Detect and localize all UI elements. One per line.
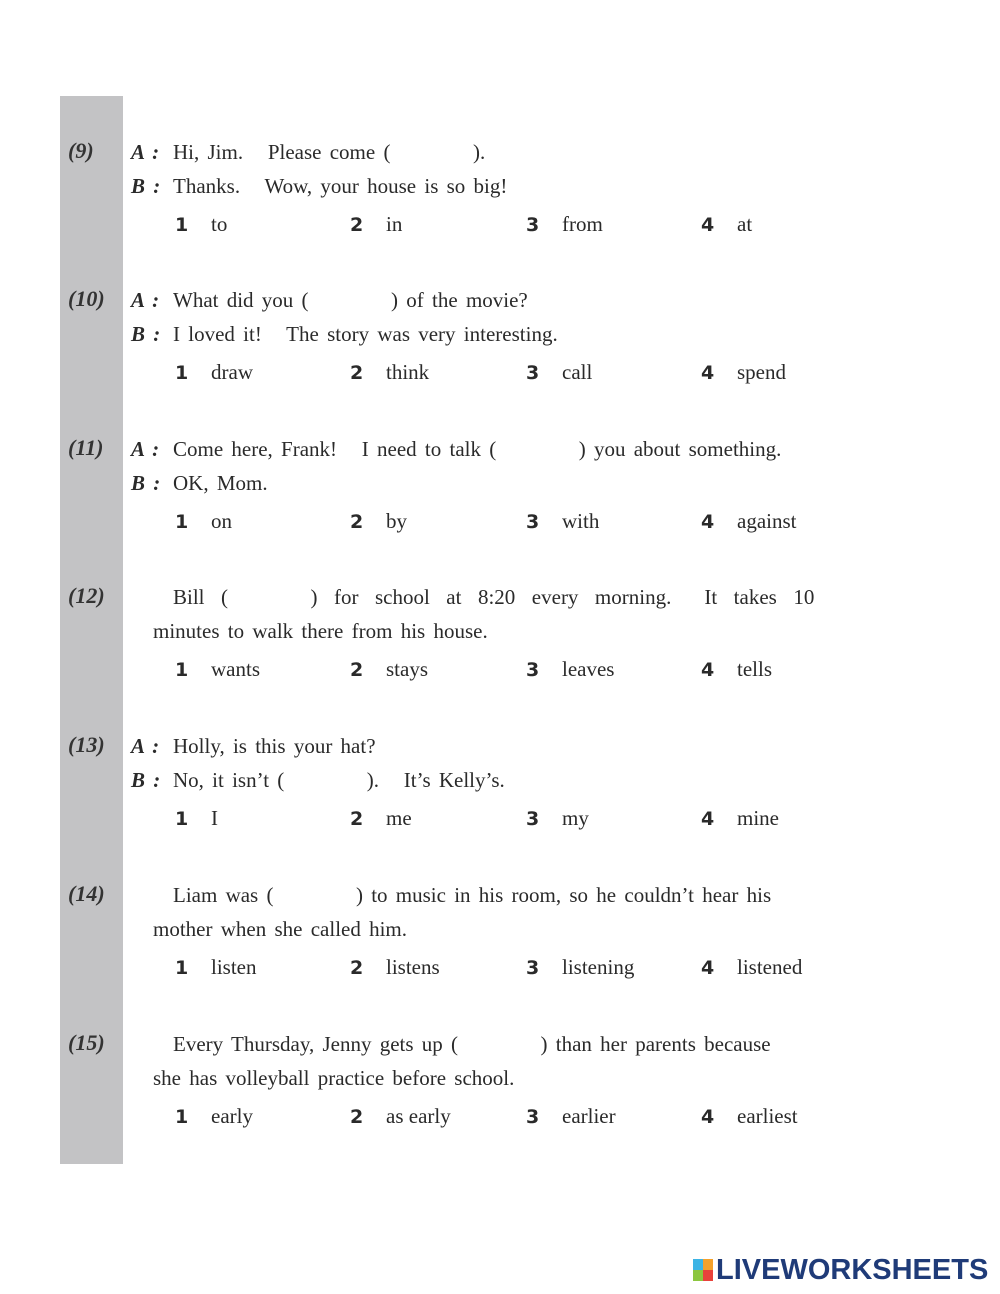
option-number: 1: [175, 957, 189, 979]
speaker-label: A :: [131, 734, 160, 758]
question-number: (12): [68, 583, 105, 608]
speaker-label: B :: [131, 174, 161, 198]
line-text: she has volleyball practice before school.: [153, 1066, 515, 1090]
line-text: I loved it! The story was very interesting.: [173, 322, 558, 346]
answer-option[interactable]: [175, 509, 232, 534]
option-text: in: [386, 212, 403, 236]
option-text: I: [211, 806, 218, 830]
answer-option[interactable]: [175, 360, 253, 385]
dialog-line: [131, 471, 268, 496]
answer-option[interactable]: [526, 806, 589, 831]
answer-option[interactable]: [526, 1104, 616, 1129]
option-number: 3: [526, 808, 540, 830]
sentence-line: [173, 585, 855, 610]
dialog-line: [131, 768, 505, 793]
answer-option[interactable]: [350, 657, 428, 682]
speaker-label: B :: [131, 322, 161, 346]
dialog-line: [131, 437, 781, 462]
option-number: 1: [175, 808, 189, 830]
option-number: 3: [526, 659, 540, 681]
option-text: by: [386, 509, 407, 533]
answer-option[interactable]: [526, 955, 634, 980]
option-number: 1: [175, 214, 189, 236]
option-number: 1: [175, 1106, 189, 1128]
option-number: 3: [526, 214, 540, 236]
option-number: 2: [350, 362, 364, 384]
line-text: Holly, is this your hat?: [173, 734, 376, 758]
option-text: against: [737, 509, 797, 533]
option-text: wants: [211, 657, 260, 681]
option-text: listens: [386, 955, 440, 979]
line-text: Liam was ( ) to music in his room, so he couldn’t hear his: [173, 883, 772, 907]
option-number: 4: [701, 808, 715, 830]
answer-option[interactable]: [350, 509, 407, 534]
option-text: my: [562, 806, 589, 830]
answer-option[interactable]: [701, 955, 802, 980]
line-text: Thanks. Wow, your house is so big!: [173, 174, 508, 198]
answer-option[interactable]: [350, 212, 402, 237]
answer-option[interactable]: [701, 1104, 798, 1129]
question-number: (13): [68, 732, 105, 757]
option-number: 1: [175, 362, 189, 384]
sentence-line: [173, 883, 855, 908]
liveworksheets-logo-icon: [693, 1259, 713, 1281]
answer-option[interactable]: [350, 1104, 451, 1129]
option-text: earlier: [562, 1104, 616, 1128]
option-text: call: [562, 360, 593, 384]
speaker-label: A :: [131, 140, 160, 164]
option-text: from: [562, 212, 603, 236]
option-number: 1: [175, 511, 189, 533]
answer-option[interactable]: [175, 1104, 253, 1129]
option-number: 2: [350, 808, 364, 830]
speaker-label: B :: [131, 768, 161, 792]
answer-option[interactable]: [701, 657, 772, 682]
option-number: 2: [350, 511, 364, 533]
sentence-line: [173, 1032, 855, 1057]
line-text: mother when she called him.: [153, 917, 408, 941]
option-text: think: [386, 360, 430, 384]
option-text: earliest: [737, 1104, 798, 1128]
line-text: Come here, Frank! I need to talk ( ) you about something.: [173, 437, 782, 461]
option-text: me: [386, 806, 412, 830]
option-number: 3: [526, 957, 540, 979]
answer-option[interactable]: [175, 657, 260, 682]
liveworksheets-logo: [693, 1254, 988, 1286]
answer-option[interactable]: [701, 509, 796, 534]
answer-option[interactable]: [350, 806, 412, 831]
option-number: 3: [526, 362, 540, 384]
dialog-line: [131, 288, 528, 313]
question-number: (11): [68, 435, 104, 460]
option-text: stays: [386, 657, 428, 681]
speaker-label: A :: [131, 288, 160, 312]
sentence-line: [153, 1066, 514, 1091]
option-text: tells: [737, 657, 772, 681]
option-text: listened: [737, 955, 803, 979]
logo-text: LIVEWORKSHEETS: [716, 1253, 989, 1286]
option-number: 1: [175, 659, 189, 681]
sentence-line: [153, 619, 488, 644]
option-number: 2: [350, 214, 364, 236]
speaker-label: A :: [131, 437, 160, 461]
speaker-label: B :: [131, 471, 161, 495]
answer-option[interactable]: [350, 955, 440, 980]
question-number: (9): [68, 138, 94, 163]
option-number: 3: [526, 1106, 540, 1128]
question-number: (10): [68, 286, 105, 311]
line-text: No, it isn’t ( ). It’s Kelly’s.: [173, 768, 505, 792]
dialog-line: [131, 322, 558, 347]
option-text: early: [211, 1104, 253, 1128]
answer-option[interactable]: [175, 806, 218, 831]
dialog-line: [131, 140, 485, 165]
option-number: 4: [701, 957, 715, 979]
dialog-line: [131, 734, 376, 759]
option-number: 2: [350, 957, 364, 979]
line-text: OK, Mom.: [173, 471, 268, 495]
option-text: mine: [737, 806, 779, 830]
answer-option[interactable]: [526, 509, 599, 534]
option-text: listening: [562, 955, 635, 979]
option-text: listen: [211, 955, 257, 979]
option-number: 4: [701, 214, 715, 236]
option-text: spend: [737, 360, 786, 384]
option-number: 3: [526, 511, 540, 533]
option-text: with: [562, 509, 600, 533]
option-number: 4: [701, 511, 715, 533]
answer-option[interactable]: [526, 212, 603, 237]
answer-option[interactable]: [526, 360, 592, 385]
sentence-line: [153, 917, 407, 942]
question-number: (15): [68, 1030, 105, 1055]
option-text: on: [211, 509, 232, 533]
question-number: (14): [68, 881, 105, 906]
dialog-line: [131, 174, 507, 199]
answer-option[interactable]: [526, 657, 614, 682]
option-number: 4: [701, 659, 715, 681]
line-text: minutes to walk there from his house.: [153, 619, 488, 643]
option-text: draw: [211, 360, 253, 384]
line-text: Bill ( ) for school at 8:20 every morning. It takes 10: [173, 585, 815, 609]
answer-option[interactable]: [701, 360, 786, 385]
option-number: 2: [350, 1106, 364, 1128]
option-number: 4: [701, 1106, 715, 1128]
option-text: as early: [386, 1104, 451, 1128]
option-text: to: [211, 212, 228, 236]
option-number: 2: [350, 659, 364, 681]
option-number: 4: [701, 362, 715, 384]
line-text: Hi, Jim. Please come ( ).: [173, 140, 486, 164]
answer-option[interactable]: [175, 955, 257, 980]
left-margin-bar: [60, 96, 123, 1164]
answer-option[interactable]: [350, 360, 429, 385]
answer-option[interactable]: [701, 806, 779, 831]
answer-option[interactable]: [701, 212, 752, 237]
line-text: What did you ( ) of the movie?: [173, 288, 528, 312]
option-text: at: [737, 212, 753, 236]
option-text: leaves: [562, 657, 615, 681]
line-text: Every Thursday, Jenny gets up ( ) than her parents because: [173, 1032, 771, 1056]
answer-option[interactable]: [175, 212, 227, 237]
